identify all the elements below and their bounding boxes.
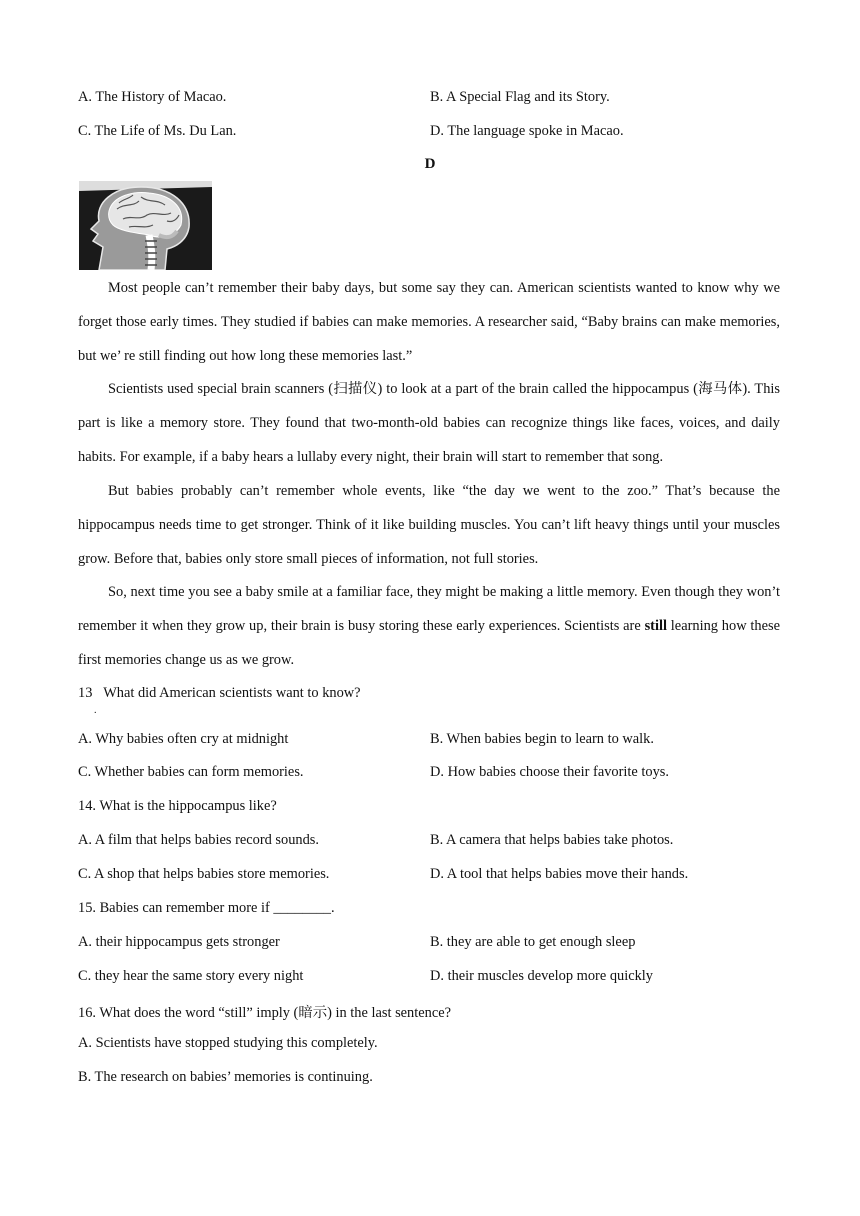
question-number: 13: [78, 685, 93, 701]
q15-option-c: C. they hear the same story every night: [78, 968, 304, 984]
q15-option-b: B. they are able to get enough sleep: [430, 934, 636, 950]
q16-option-a: A. Scientists have stopped studying this completely.: [78, 1035, 378, 1051]
q15-option-d: D. their muscles develop more quickly: [430, 968, 653, 984]
q14-option-a: A. A film that helps babies record sounds.: [78, 832, 320, 848]
paragraph-1: Most people can’t remember their baby days, but some say they can. American scientists wanted to know why we forget those early times. They studied if babies can make memories. A researcher said, “Baby brains can make memories, but we’ re still finding out how long these memories last.”: [78, 280, 780, 364]
q15-option-a: A. their hippocampus gets stronger: [78, 934, 280, 950]
option-b: B. A Special Flag and its Story.: [430, 89, 610, 105]
section-title: D: [424, 156, 436, 172]
question-15: 15. Babies can remember more if ________.: [78, 900, 335, 916]
q13-option-b: B. When babies begin to learn to walk.: [430, 731, 654, 747]
brain-illustration: [79, 181, 212, 270]
q16-option-b: B. The research on babies’ memories is continuing.: [78, 1069, 373, 1085]
paragraph-3: But babies probably can’t remember whole events, like “the day we went to the zoo.” That’s because the hippocampus needs time to get stronger. Think of it like building muscles. You can’t lift heavy things until your muscles grow. Before that, babies only store small pieces of information, not full stories.: [78, 483, 780, 567]
question-13: [78, 685, 361, 702]
question-14: 14. What is the hippocampus like?: [78, 798, 277, 814]
option-c: C. The Life of Ms. Du Lan.: [78, 123, 237, 139]
keyword-still: still: [644, 617, 667, 634]
paragraph-2: Scientists used special brain scanners (扫描仪) to look at a part of the brain called the hippocampus (海马体). This part is like a memory store. They found that two-month-old babies can recognize things like faces, voices, and daily habits. For example, if a baby hears a lullaby every night, their brain will start to remember that song.: [78, 381, 780, 465]
paragraph-4-text: So, next time you see a baby smile at a familiar face, they might be making a little memory. Even though they won’t remember it when they grow up, their brain is busy storing these early experiences. Scientists are: [78, 584, 780, 634]
question-text: What did American scientists want to know?: [103, 685, 361, 701]
q13-option-d: D. How babies choose their favorite toys.: [430, 764, 669, 780]
option-d: D. The language spoke in Macao.: [430, 123, 624, 139]
q14-option-b: B. A camera that helps babies take photos.: [430, 832, 674, 848]
question-16: 16. What does the word “still” imply (暗示) in the last sentence?: [78, 1005, 451, 1021]
q13-option-c: C. Whether babies can form memories.: [78, 764, 304, 780]
brain-head-icon: [79, 181, 212, 270]
q14-option-d: D. A tool that helps babies move their hands.: [430, 866, 689, 882]
paragraph-4: [78, 576, 780, 677]
q14-option-c: C. A shop that helps babies store memories.: [78, 866, 330, 882]
option-a: A. The History of Macao.: [78, 89, 227, 105]
stray-dot: .: [94, 705, 97, 716]
q13-option-a: A. Why babies often cry at midnight: [78, 731, 289, 747]
paragraph-4-end: learning how these first memories change us as we grow.: [78, 617, 780, 668]
